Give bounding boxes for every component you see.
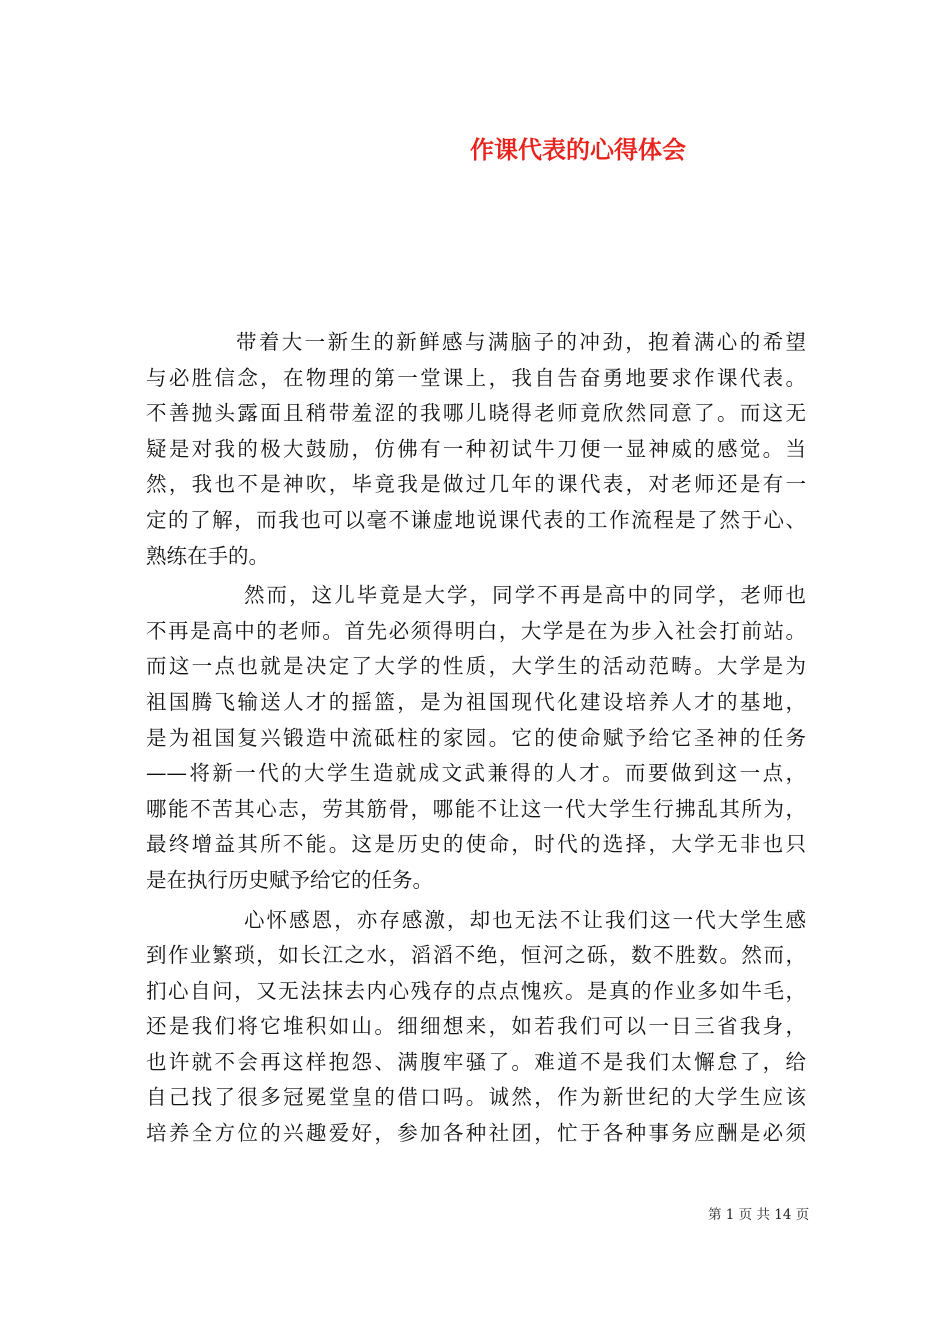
text-line: 培养全方位的兴趣爱好，参加各种社团，忙于各种事务应酬是必须	[146, 1121, 806, 1146]
text-line: 祖国腾飞输送人才的摇篮，是为祖国现代化建设培养人才的基地，	[146, 689, 806, 714]
text-line: 然而，这儿毕竟是大学，同学不再是高中的同学，老师也	[244, 583, 806, 608]
text-line: 不再是高中的老师。首先必须得明白，大学是在为步入社会打前站。	[146, 618, 806, 643]
text-line: ——将新一代的大学生造就成文武兼得的人才。而要做到这一点，	[146, 761, 806, 786]
text-line: 带着大一新生的新鲜感与满脑子的冲劲，抱着满心的希望	[236, 330, 806, 354]
text-line: 不善抛头露面且稍带羞涩的我哪儿晓得老师竟欣然同意了。而这无	[146, 401, 806, 426]
text-line: 然，我也不是神吹，毕竟我是做过几年的课代表，对老师还是有一	[146, 472, 806, 497]
paragraph-2	[146, 578, 806, 898]
document-body	[146, 325, 806, 1152]
text-line: 与必胜信念，在物理的第一堂课上，我自告奋勇地要求作课代表。	[146, 365, 806, 390]
text-line: 定的了解，而我也可以毫不谦虚地说课代表的工作流程是了然于心、	[146, 507, 806, 532]
text-line: 也许就不会再这样抱怨、满腹牢骚了。难道不是我们太懈怠了，给	[146, 1049, 806, 1074]
text-line: 最终增益其所不能。这是历史的使命，时代的选择，大学无非也只	[146, 832, 806, 857]
text-line: 是在执行历史赋予给它的任务。	[146, 867, 433, 892]
text-line: 心怀感恩，亦存感激，却也无法不让我们这一代大学生感	[244, 907, 806, 932]
text-line: 而这一点也就是决定了大学的性质，大学生的活动范畴。大学是为	[146, 654, 806, 679]
text-line: 哪能不苦其心志，劳其筋骨，哪能不让这一代大学生行拂乱其所为，	[146, 796, 806, 821]
text-line: 扪心自问，又无法抹去内心残存的点点愧疚。是真的作业多如牛毛，	[146, 978, 806, 1003]
page-number-footer: 第 1 页 共 14 页	[708, 1207, 810, 1223]
text-line: 自己找了很多冠冕堂皇的借口吗。诚然，作为新世纪的大学生应该	[146, 1085, 806, 1110]
text-line: 还是我们将它堆积如山。细细想来，如若我们可以一日三省我身，	[146, 1014, 806, 1039]
paragraph-1	[146, 325, 806, 574]
text-line: 熟练在手的。	[146, 543, 269, 568]
paragraph-3	[146, 903, 806, 1152]
text-line: 到作业繁琐，如长江之水，滔滔不绝，恒河之砾，数不胜数。然而，	[146, 943, 806, 968]
document-title: 作课代表的心得体会	[470, 135, 686, 164]
text-line: 疑是对我的极大鼓励，仿佛有一种初试牛刀便一显神威的感觉。当	[146, 436, 806, 461]
text-line: 是为祖国复兴锻造中流砥柱的家园。它的使命赋予给它圣神的任务	[146, 725, 806, 750]
